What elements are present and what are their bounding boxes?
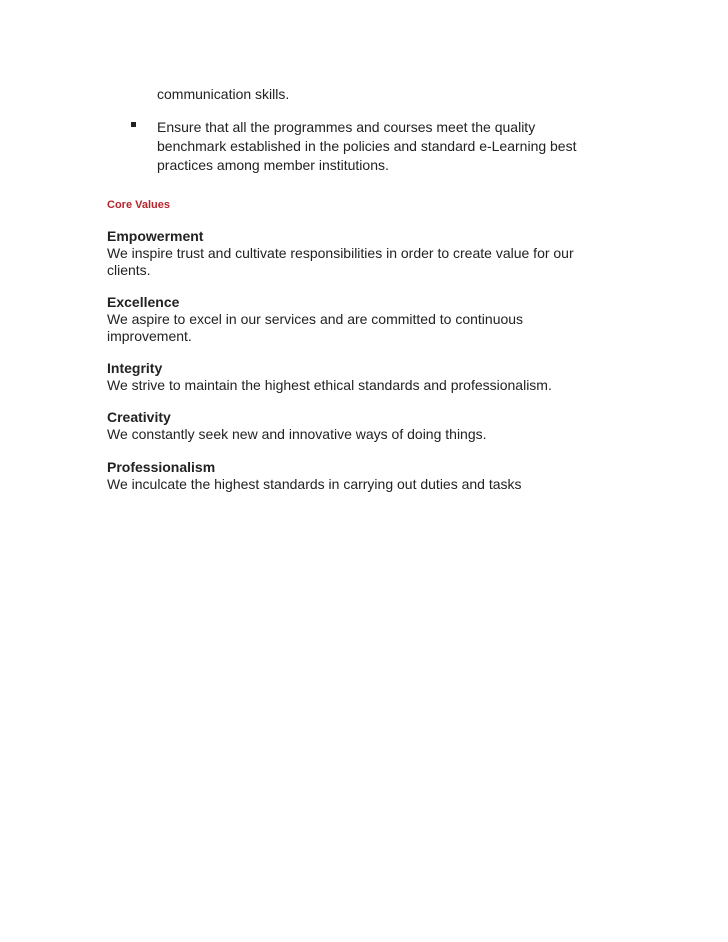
- bullet-item-quality: Ensure that all the programmes and courses meet the quality benchmark established in the policies and standard e-Learning best practices among member institutions.: [157, 119, 577, 173]
- square-bullet-icon: [131, 122, 136, 127]
- value-description: We strive to maintain the highest ethical standards and professionalism.: [107, 377, 552, 393]
- core-value-integrity: [107, 360, 607, 394]
- value-title: Excellence: [107, 294, 180, 310]
- value-description: We constantly seek new and innovative ways of doing things.: [107, 426, 487, 442]
- continuation-text: communication skills.: [157, 86, 290, 102]
- value-title: Creativity: [107, 409, 171, 425]
- value-description: We aspire to excel in our services and are committed to continuous improvement.: [107, 311, 524, 344]
- core-value-creativity: [107, 409, 607, 443]
- value-title: Integrity: [107, 360, 163, 376]
- value-title: Professionalism: [107, 459, 216, 475]
- value-description: We inspire trust and cultivate responsibilities in order to create value for our clients.: [107, 245, 574, 278]
- core-values-heading: Core Values: [107, 199, 170, 211]
- core-value-empowerment: [107, 228, 607, 279]
- value-title: Empowerment: [107, 228, 204, 244]
- core-value-excellence: [107, 294, 607, 345]
- core-value-professionalism: [107, 459, 607, 493]
- value-description: We inculcate the highest standards in carrying out duties and tasks: [107, 476, 522, 492]
